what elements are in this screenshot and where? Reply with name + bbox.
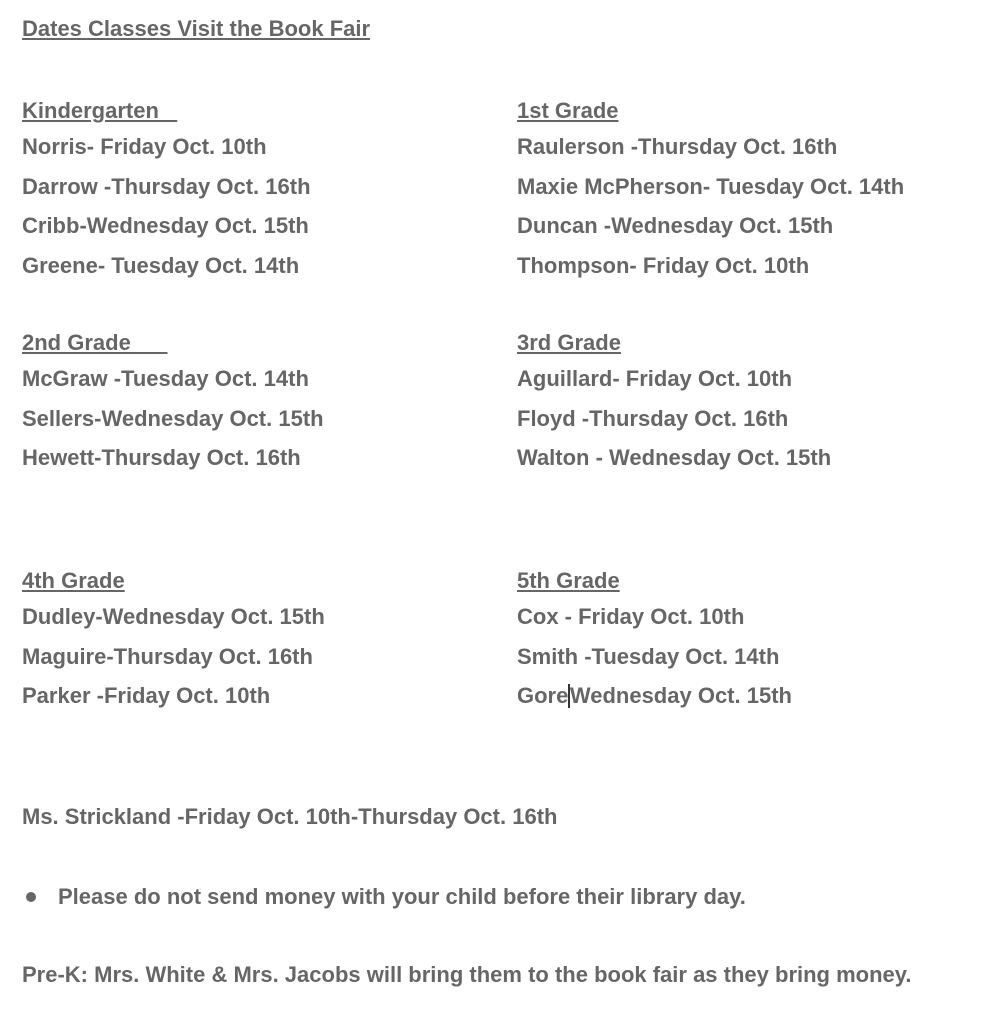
prek-note: Pre-K: Mrs. White & Mrs. Jacobs will bring them to the book fair as they bring money. <box>22 962 912 987</box>
class-entry-name: Gore <box>517 683 569 709</box>
grade-block-4th <box>22 565 492 716</box>
class-entry: Smith -Tuesday Oct. 14th <box>517 643 780 669</box>
grade-heading: 3rd Grade <box>517 330 621 355</box>
grade-block-2nd <box>22 327 492 478</box>
class-entry: Greene- Tuesday Oct. 14th <box>22 253 300 279</box>
grade-heading: 4th Grade <box>22 568 125 593</box>
bullet-note-text: Please do not send money with your child before their library day. <box>58 884 746 909</box>
class-entry: Cribb-Wednesday Oct. 15th <box>22 213 309 239</box>
grade-block-kindergarten <box>22 95 492 286</box>
class-entry: Dudley-Wednesday Oct. 15th <box>22 604 325 629</box>
class-entry: Aguillard- Friday Oct. 10th <box>517 366 793 391</box>
document-title: Dates Classes Visit the Book Fair <box>22 16 371 41</box>
bullet-dot-icon <box>26 892 36 902</box>
class-entry: Floyd -Thursday Oct. 16th <box>517 405 789 431</box>
class-entry: Maxie McPherson- Tuesday Oct. 14th <box>517 173 905 199</box>
class-entry: Hewett-Thursday Oct. 16th <box>22 445 301 471</box>
strickland-schedule: Ms. Strickland -Friday Oct. 10th-Thursday Oct. 16th <box>22 804 558 829</box>
class-entry: Norris- Friday Oct. 10th <box>22 134 267 159</box>
grade-heading: 2nd Grade <box>22 330 168 355</box>
class-entry: Maguire-Thursday Oct. 16th <box>22 643 313 669</box>
class-entry: Sellers-Wednesday Oct. 15th <box>22 405 324 431</box>
class-entry: Parker -Friday Oct. 10th <box>22 683 271 709</box>
class-entry-with-cursor[interactable] <box>517 676 987 716</box>
grade-heading: Kindergarten <box>22 98 178 123</box>
class-entry: Darrow -Thursday Oct. 16th <box>22 173 311 199</box>
grade-heading: 1st Grade <box>517 98 619 123</box>
class-entry: Raulerson -Thursday Oct. 16th <box>517 134 838 159</box>
class-entry-date: Wednesday Oct. 15th <box>569 683 792 709</box>
grade-block-3rd <box>517 327 987 478</box>
class-entry: Thompson- Friday Oct. 10th <box>517 253 810 279</box>
grade-heading: 5th Grade <box>517 568 620 593</box>
bullet-note <box>22 884 746 910</box>
class-entry: McGraw -Tuesday Oct. 14th <box>22 366 309 391</box>
class-entry: Duncan -Wednesday Oct. 15th <box>517 213 834 239</box>
class-entry: Cox - Friday Oct. 10th <box>517 604 745 629</box>
grade-block-1st <box>517 95 987 286</box>
grade-block-5th <box>517 565 987 716</box>
class-entry: Walton - Wednesday Oct. 15th <box>517 445 832 471</box>
